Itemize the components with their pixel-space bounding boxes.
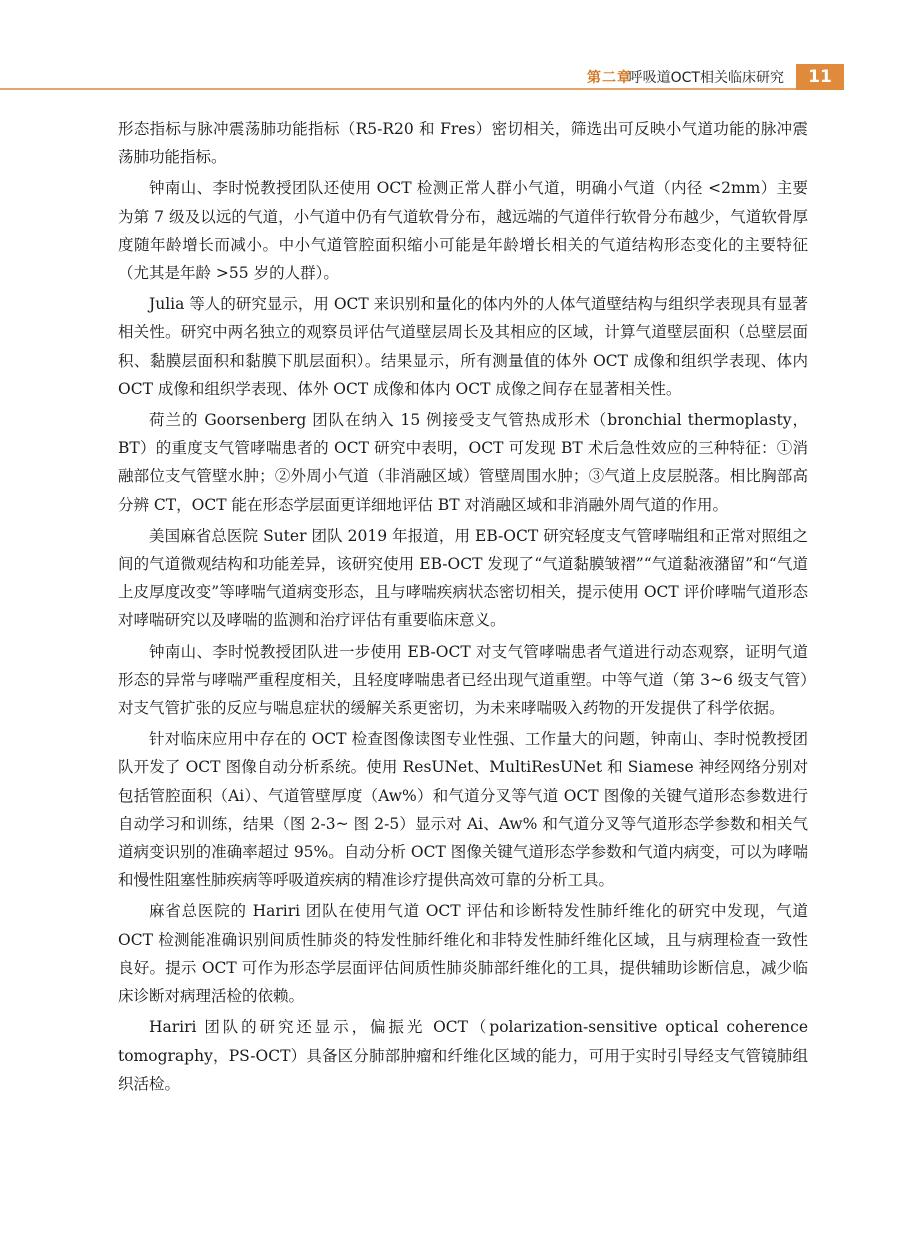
paragraph: 美国麻省总医院 Suter 团队 2019 年报道，用 EB-OCT 研究轻度支气管哮喘组和正常对照组之间的气道微观结构和功能差异，该研究使用 EB-OCT 发现了“气道黏膜皱褶”“气道黏液潴留”和“气道上皮厚度改变”等哮喘气道病变形态，且与哮喘疾病状态密切相关，提示使用 OCT 评价哮喘气道形态对哮喘研究以及哮喘的监测和治疗评估有重要临床意义。 xyxy=(118,526,808,630)
paragraph: Julia 等人的研究显示，用 OCT 来识别和量化的体内外的人体气道壁结构与组织学表现具有显著相关性。研究中两名独立的观察员评估气道壁层周长及其相应的区域，计算气道壁层面积（总壁层面积、黏膜层面积和黏膜下肌层面积）。结果显示，所有测量值的体外 OCT 成像和组织学表现、体内 OCT 成像和组织学表现、体外 OCT 成像和体内 OCT 成像之间存在显著相关性。 xyxy=(118,295,808,398)
paragraph: 钟南山、李时悦教授团队进一步使用 EB-OCT 对支气管哮喘患者气道进行动态观察，证明气道形态的异常与哮喘严重程度相关，且轻度哮喘患者已经出现气道重塑。中等气道（第 3~6 级支气管）对支气管扩张的反应与喘息症状的缓解关系更密切，为未来哮喘吸入药物的开发提供了科学依据。 xyxy=(118,642,808,718)
paragraph: 荷兰的 Goorsenberg 团队在纳入 15 例接受支气管热成形术（bronchial thermoplasty，BT）的重度支气管哮喘患者的 OCT 研究中表明，OCT 可发现 BT 术后急性效应的三种特征：①消融部位支气管壁水肿；②外周小气道（非消融区域）管壁周围水肿；③气道上皮层脱落。相比胸部高分辨 CT，OCT 能在形态学层面更详细地评估 BT 对消融区域和非消融外周气道的作用。 xyxy=(118,411,808,514)
paragraph: 麻省总医院的 Hariri 团队在使用气道 OCT 评估和诊断特发性肺纤维化的研究中发现，气道 OCT 检测能准确识别间质性肺炎的特发性肺纤维化和非特发性肺纤维化区域，且与病理检查一致性良好。提示 OCT 可作为形态学层面评估间质性肺炎肺部纤维化的工具，提供辅助诊断信息，减少临床诊断对病理活检的依赖。 xyxy=(118,902,808,1006)
chapter-label: 第二章 xyxy=(587,70,632,86)
page-header xyxy=(0,64,900,90)
running-title: 呼吸道OCT相关临床研究 xyxy=(628,70,784,86)
body-text xyxy=(118,115,808,1101)
paragraph: 针对临床应用中存在的 OCT 检查图像读图专业性强、工作量大的问题，钟南山、李时悦教授团队开发了 OCT 图像自动分析系统。使用 ResUNet、MultiResUNet 和 Siamese 神经网络分别对包括管腔面积（Ai）、气道管壁厚度（Aw%）和气道分叉等气道 OCT 图像的关键气道形态参数进行自动学习和训练，结果（图 2-3~ 图 2-5）显示对 Ai、Aw% 和气道分叉等气道形态学参数和相关气道病变识别的准确率超过 95%。自动分析 OCT 图像关键气道形态学参数和气道内病变，可以为哮喘和慢性阻塞性肺疾病等呼吸道疾病的精准诊疗提供高效可靠的分析工具。 xyxy=(118,730,808,890)
paragraph: 钟南山、李时悦教授团队还使用 OCT 检测正常人群小气道，明确小气道（内径 <2mm）主要为第 7 级及以远的气道，小气道中仍有气道软骨分布，越远端的气道伴行软骨分布越少，气道软骨厚度随年龄增长而减小。中小气道管腔面积缩小可能是年龄增长相关的气道结构形态变化的主要特征（尤其是年龄 >55 岁的人群）。 xyxy=(118,179,808,283)
paragraph: 形态指标与脉冲震荡肺功能指标（R5-R20 和 Fres）密切相关，筛选出可反映小气道功能的脉冲震荡肺功能指标。 xyxy=(118,120,808,167)
paragraph: Hariri 团队的研究还显示，偏振光 OCT（polarization-sensitive optical coherence tomography，PS-OCT）具备区分肺部肿瘤和纤维化区域的能力，可用于实时引导经支气管镜肺组织活检。 xyxy=(118,1018,808,1093)
page-number: 11 xyxy=(796,64,844,90)
header-rule xyxy=(0,88,803,90)
